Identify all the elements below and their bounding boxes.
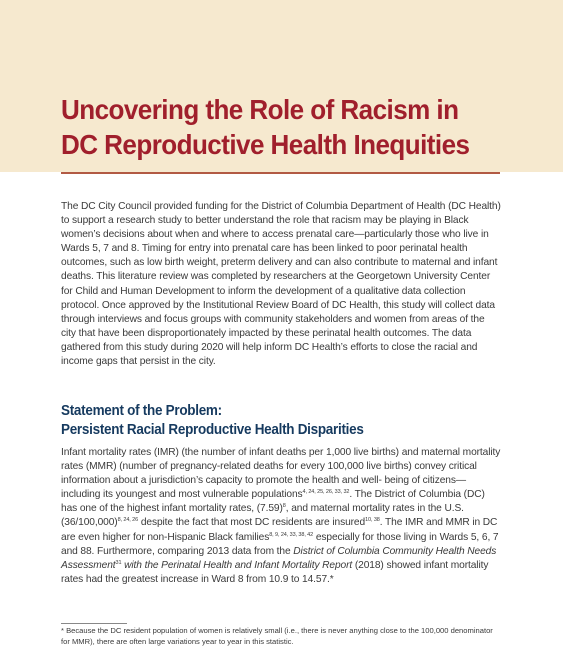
footnote: * Because the DC resident population of women is relatively small (i.e., there is never anything close to the 100,000 denominator for MMR), there are often large variations year to year in this statistic. bbox=[61, 626, 493, 646]
section-heading-line-2: Persistent Racial Reproductive Health Disparities bbox=[61, 422, 364, 438]
citation-ref: 31 bbox=[115, 559, 122, 566]
problem-text-2: . The District of Columbia (DC) has one of the highest infant mortality rates, (7.59) bbox=[61, 489, 485, 515]
problem-text-5: . The IMR and MMR in DC are even higher for non-Hispanic Black families bbox=[61, 517, 498, 543]
section-heading bbox=[61, 402, 470, 440]
title-divider bbox=[61, 172, 500, 174]
problem-text-7: (2018) showed infant mortality rates had the greatest increase in Ward 8 from 10.9 to 14.57.* bbox=[61, 559, 489, 585]
page-title bbox=[61, 92, 480, 162]
report-title-1: District of Columbia Community Health Needs Assessment bbox=[61, 545, 497, 571]
problem-paragraph bbox=[61, 446, 501, 587]
problem-text-3: , and maternal mortality rates in the U.S. (36/100,000) bbox=[61, 503, 464, 529]
citation-ref: 8, 24, 26 bbox=[117, 517, 139, 524]
title-line-1: Uncovering the Role of Racism in bbox=[61, 94, 459, 125]
citation-ref: 10, 38 bbox=[365, 517, 380, 524]
title-line-2: DC Reproductive Health Inequities bbox=[61, 129, 470, 160]
citation-ref: 8 bbox=[282, 503, 286, 510]
section-heading-line-1: Statement of the Problem: bbox=[61, 403, 222, 419]
citation-ref: 4, 24, 25, 26, 33, 32 bbox=[302, 489, 350, 496]
problem-text-6: especially for those living in Wards 5, 6, 7 and 88. Furthermore, comparing 2013 data from the bbox=[61, 531, 499, 557]
citation-ref: 8, 9, 24, 33, 38, 42 bbox=[269, 531, 314, 538]
problem-text-4: despite the fact that most DC residents are insured bbox=[138, 517, 366, 529]
footnote-divider bbox=[61, 623, 127, 624]
problem-text-1: Infant mortality rates (IMR) (the number of infant deaths per 1,000 live births) and maternal mortality rates (MMR) (number of pregnancy-related deaths for every 100,000 live births) convey critical information about a jurisdiction’s capacity to promote the health and well- being of citizens—including its youngest and most vulnerable populations bbox=[61, 447, 501, 501]
intro-paragraph: The DC City Council provided funding for the District of Columbia Department of Health (DC Health) to support a research study to better understand the role that racism may be playing in Black women’s decisions about when and where to access prenatal care—particularly those who live in Wards 5, 7 and 8. Timing for entry into prenatal care has been linked to poor perinatal health outcomes, such as low birth weight, preterm delivery and can also contribute to maternal and infant deaths. This literature review was completed by researchers at the Georgetown University Center for Child and Human Development to inform the development of a qualitative data collection protocol. Once approved by the Institutional Review Board of DC Health, this study will collect data through interviews and focus groups with community stakeholders and women from areas of the city that have been disproportionately impacted by these perinatal health outcomes. The data gathered from this study during 2020 will help inform DC Health’s efforts to close the racial and income gaps that persist in the city. bbox=[61, 201, 501, 368]
report-title-2: with the Perinatal Health and Infant Mortality Report bbox=[121, 559, 353, 571]
